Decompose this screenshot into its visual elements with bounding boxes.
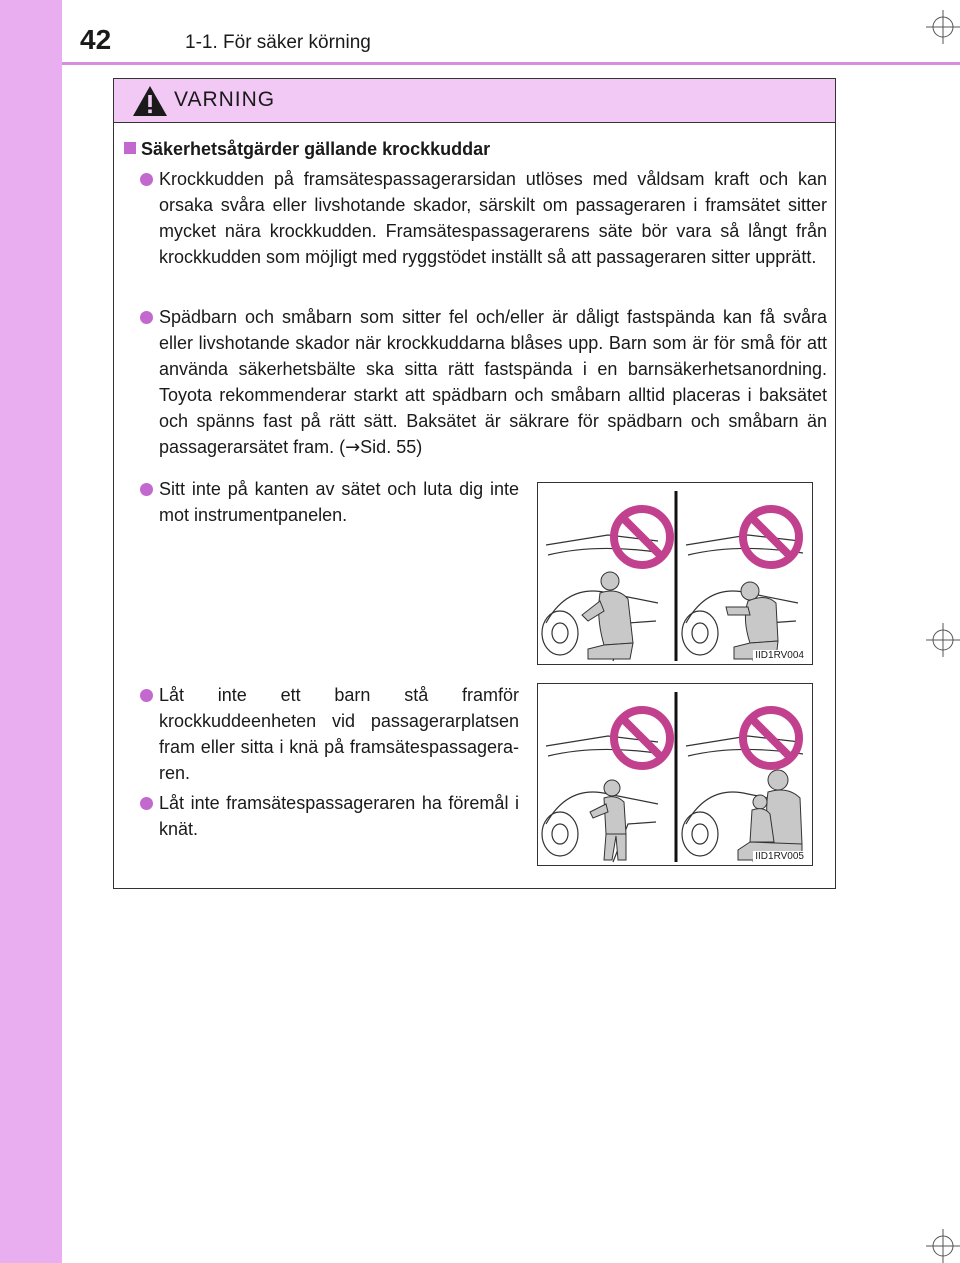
bullet-dot-icon: [140, 173, 153, 186]
header-rule: [62, 62, 960, 65]
figure-code: IID1RV004: [755, 650, 804, 661]
bullet-text: Spädbarn och småbarn som sitter fel och/eller är dåligt fastspända kan få svåra eller livshotande skador när krockkuddarna blåses upp. Barn som är för små för att använda säkerhetsbälte ska sitta rätt fastspända i en barnsäkerhetsanordning. Toyota rekommenderar starkt att spädbarn och småbarn alltid placeras i baksätet och spänns fast på rätt sätt. Baksätet är säkrare för spädbarn och småbarn än passagerarsätet fram. (: [159, 307, 827, 457]
illustration-drawing: [538, 483, 811, 663]
illustration-drawing: [538, 684, 811, 864]
square-bullet-icon: [124, 142, 136, 154]
bullet-item: [159, 304, 827, 461]
bullet-item: [159, 166, 827, 270]
illustration-leaning-forward: [537, 482, 813, 665]
bullet-dot-icon: [140, 797, 153, 810]
bullet-text: Krockkudden på framsätespassagerarsidan utlöses med våldsam kraft och kan orsaka svåra eller livshotande skador, särskilt om passageraren i framsätet sitter mycket nära krockkudden. Framsätespassagerarens säte bör vara så långt från krockkudden som möjligt med ryggstödet inställt så att passageraren sitter upprätt.: [159, 169, 827, 267]
bullet-dot-icon: [140, 483, 153, 496]
figure-code: IID1RV005: [755, 851, 804, 862]
bullet-item: [159, 790, 519, 842]
registration-mark-icon: [926, 623, 960, 657]
warning-header: [114, 79, 835, 123]
bullet-dot-icon: [140, 311, 153, 324]
page-reference[interactable]: Sid. 55): [360, 437, 423, 457]
bullet-item: [159, 682, 519, 786]
bullet-text: Låt inte framsätespassageraren ha föremål i knät.: [159, 793, 519, 839]
bullet-text: Sitt inte på kanten av sätet och luta dig inte mot instrumentpanelen.: [159, 479, 519, 525]
warning-box: [113, 78, 836, 889]
bullet-item: [159, 476, 519, 528]
registration-mark-icon: [926, 1229, 960, 1263]
warning-triangle-icon: [132, 85, 168, 117]
warning-subheading: [124, 139, 490, 160]
page-ref-arrow: →: [345, 437, 361, 458]
section-title: 1-1. För säker körning: [185, 32, 371, 53]
page-number: 42: [80, 24, 112, 55]
registration-mark-icon: [926, 10, 960, 44]
bullet-dot-icon: [140, 689, 153, 702]
bullet-text: Låt inte ett barn stå framför krockkuddeenheten vid passagerarplatsen fram eller sitta i knä på framsätespassageraren.: [159, 685, 519, 783]
page-sidebar: [0, 0, 62, 1263]
subheading-text: Säkerhetsåtgärder gällande krockkuddar: [141, 139, 491, 159]
warning-title: VARNING: [174, 88, 276, 111]
illustration-child-standing: [537, 683, 813, 866]
